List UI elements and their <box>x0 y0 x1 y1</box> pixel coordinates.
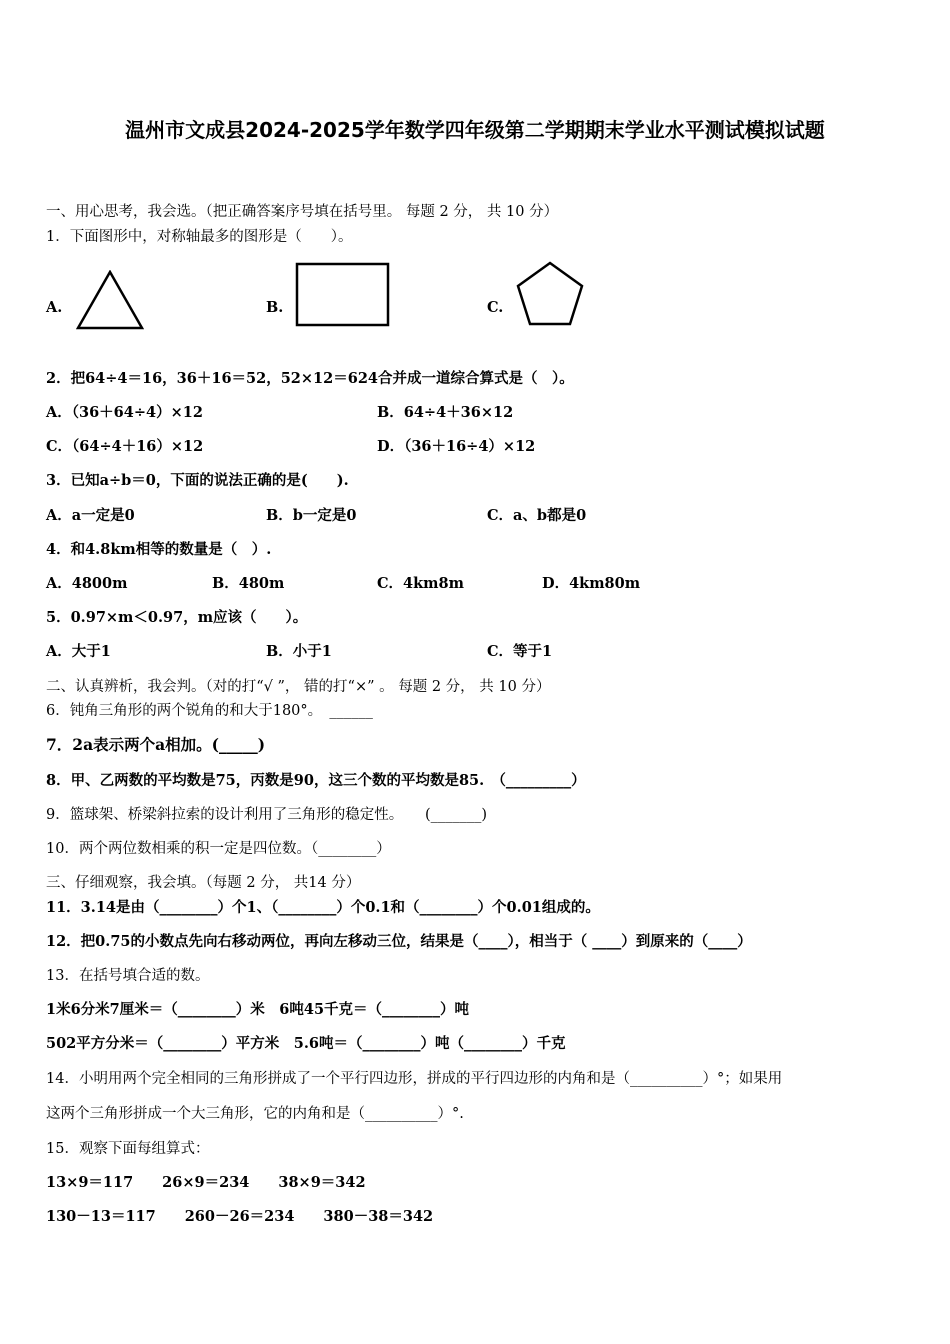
q2-option-d: D．（36＋16÷4）×12 <box>377 438 536 455</box>
section-2-header: 二、认真辨析，我会判。（对的打“√ ”， 错的打“×” 。 每题 2 分， 共 10 分） <box>46 679 551 695</box>
q4-option-c: C．4km8m <box>377 575 464 592</box>
q4-option-d: D．4km80m <box>542 575 641 592</box>
question-7: 7．2a表示两个a相加。(_____) <box>46 735 266 754</box>
triangle-shape <box>76 270 144 330</box>
q1-option-a: A. <box>46 299 63 316</box>
question-10: 10．两个两位数相乘的积一定是四位数。（________） <box>46 841 391 857</box>
question-9: 9．篮球架、桥梁斜拉索的设计利用了三角形的稳定性。 (_______) <box>46 807 488 823</box>
question-15: 15．观察下面每组算式： <box>46 1141 210 1157</box>
question-2: 2．把64÷4＝16，36＋16＝52，52×12＝624合并成一道综合算式是（ ）。 <box>46 370 574 387</box>
question-6: 6．钝角三角形的两个锐角的和大于180°。 ______ <box>46 703 373 719</box>
q1-option-c: C. <box>487 299 504 316</box>
q1-option-b: B. <box>266 299 284 316</box>
q3-option-a: A．a一定是0 <box>46 507 135 524</box>
q4-option-a: A．4800m <box>46 575 128 592</box>
q5-option-c: C．等于1 <box>487 643 553 660</box>
question-13-line-1: 1米6分米7厘米＝（________）米 6吨45千克＝（________）吨 <box>46 1001 470 1018</box>
q5-option-b: B．小于1 <box>266 643 332 660</box>
question-13-line-2: 502平方分米＝（________）平方米 5.6吨＝（________）吨（________）千克 <box>46 1035 566 1052</box>
rectangle-shape <box>295 262 391 328</box>
pentagon-shape <box>514 260 586 328</box>
q2-option-a: A．（36＋64÷4）×12 <box>46 404 203 421</box>
question-4: 4．和4.8km相等的数量是（ ）. <box>46 541 272 558</box>
q4-option-b: B．480m <box>212 575 285 592</box>
section-1-header: 一、用心思考，我会选。（把正确答案序号填在括号里。 每题 2 分， 共 10 分） <box>46 204 559 220</box>
question-15-line-2: 130－13＝117 260－26＝234 380－38＝342 <box>46 1208 434 1225</box>
question-8: 8．甲、乙两数的平均数是75，丙数是90，这三个数的平均数是85. （_________） <box>46 772 586 789</box>
question-1: 1．下面图形中，对称轴最多的图形是（ ）。 <box>46 229 353 245</box>
question-3: 3．已知a÷b＝0，下面的说法正确的是( ). <box>46 472 349 489</box>
question-11: 11．3.14是由（________）个1、（________）个0.1和（________）个0.01组成的。 <box>46 899 600 916</box>
q3-option-c: C．a、b都是0 <box>487 507 587 524</box>
q2-option-c: C．（64÷4＋16）×12 <box>46 438 204 455</box>
page-title: 温州市文成县2024-2025学年数学四年级第二学期期末学业水平测试模拟试题 <box>125 118 825 142</box>
question-13: 13．在括号填合适的数。 <box>46 968 210 984</box>
q2-option-b: B．64÷4＋36×12 <box>377 404 514 421</box>
question-12: 12．把0.75的小数点先向右移动两位，再向左移动三位，结果是（____），相当于（ ____）到原来的（____） <box>46 933 752 950</box>
section-3-header: 三、仔细观察，我会填。（每题 2 分， 共14 分） <box>46 875 361 891</box>
question-5: 5．0.97×m＜0.97，m应该（ ）。 <box>46 609 308 626</box>
question-14-line-2: 这两个三角形拼成一个大三角形，它的内角和是（__________）°. <box>46 1106 464 1122</box>
q5-option-a: A．大于1 <box>46 643 111 660</box>
q3-option-b: B．b一定是0 <box>266 507 357 524</box>
question-15-line-1: 13×9＝117 26×9＝234 38×9＝342 <box>46 1174 366 1191</box>
question-14-line-1: 14．小明用两个完全相同的三角形拼成了一个平行四边形，拼成的平行四边形的内角和是（__________）°；如果用 <box>46 1071 783 1087</box>
